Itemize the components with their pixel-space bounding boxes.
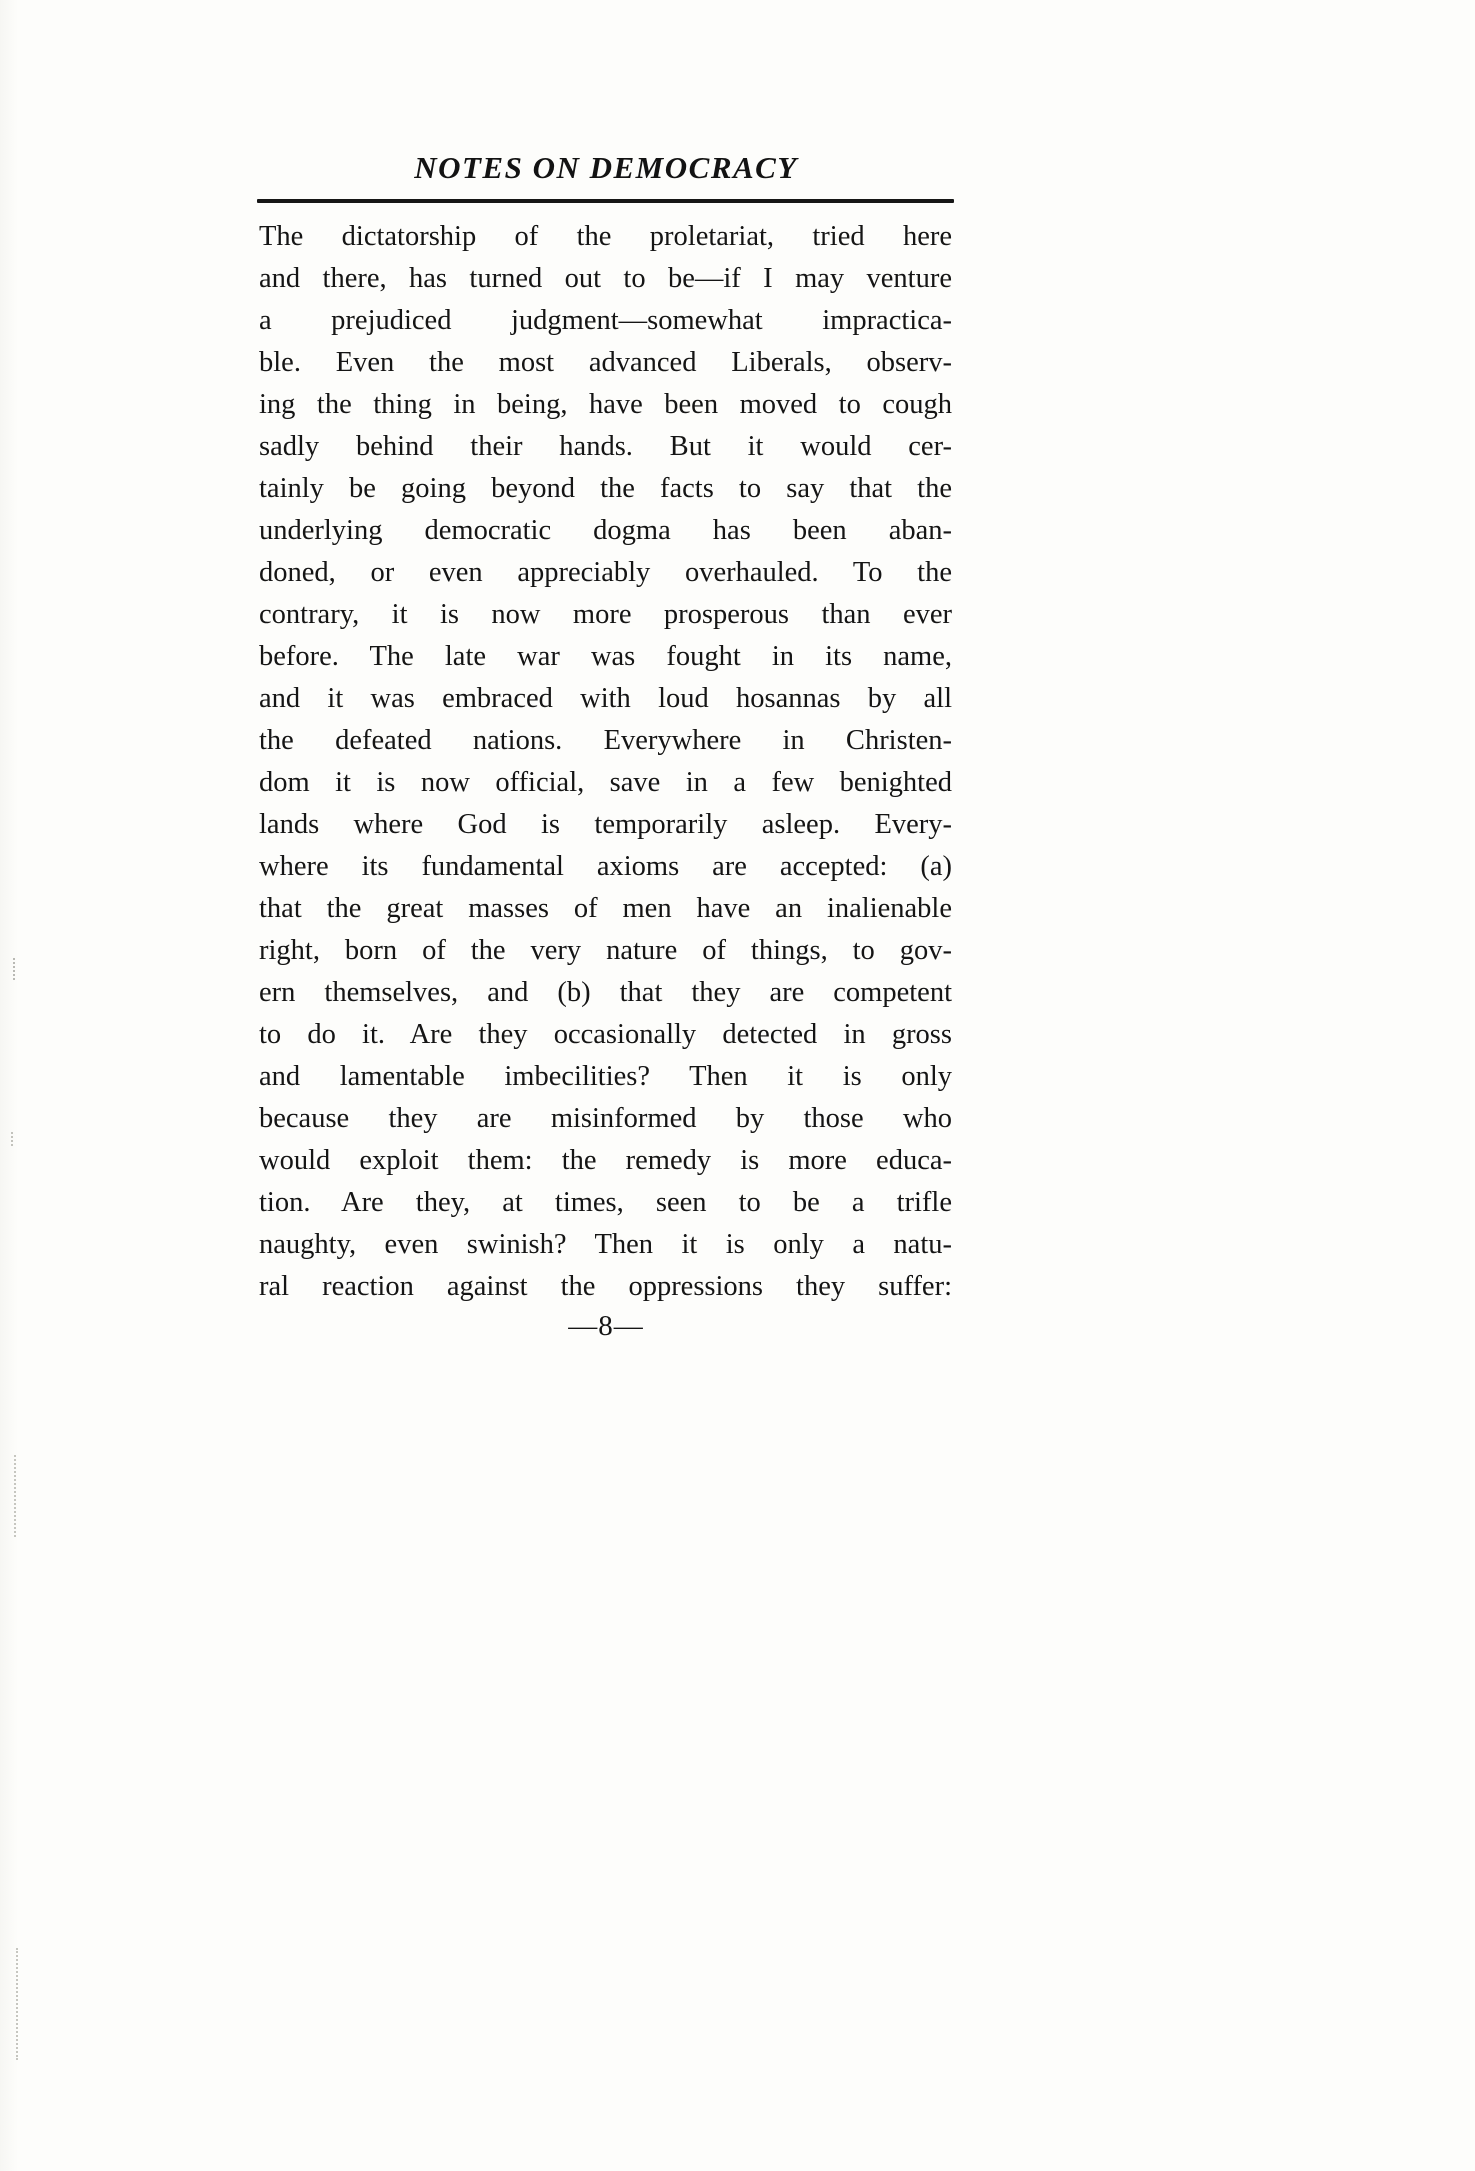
scan-artifact <box>11 1132 13 1146</box>
text-line: and it was embraced with loud hosannas by all <box>259 683 952 714</box>
running-header: NOTES ON DEMOCRACY <box>414 150 798 185</box>
text-line: ral reaction against the oppressions they suffer: <box>259 1271 952 1302</box>
text-line: ing the thing in being, have been moved to cough <box>259 389 952 420</box>
text-line: sadly behind their hands. But it would cer- <box>259 431 952 462</box>
text-line: and lamentable imbecilities? Then it is only <box>259 1061 952 1092</box>
text-line: a prejudiced judgment—somewhat impractica- <box>259 305 952 336</box>
text-line: contrary, it is now more prosperous than ever <box>259 599 952 630</box>
text-line: because they are misinformed by those who <box>259 1103 952 1134</box>
text-line: that the great masses of men have an inalienable <box>259 893 952 924</box>
scan-artifact <box>13 958 15 980</box>
text-line: dom it is now official, save in a few benighted <box>259 767 952 798</box>
text-line: tion. Are they, at times, seen to be a trifle <box>259 1187 952 1218</box>
page-number: —8— <box>568 1310 644 1342</box>
text-line: ern themselves, and (b) that they are competent <box>259 977 952 1008</box>
text-line: naughty, even swinish? Then it is only a natu- <box>259 1229 952 1260</box>
text-line: where its fundamental axioms are accepted: (a) <box>259 851 952 882</box>
text-line: right, born of the very nature of things, to gov- <box>259 935 952 966</box>
text-line: the defeated nations. Everywhere in Christen- <box>259 725 952 756</box>
text-line: lands where God is temporarily asleep. Every- <box>259 809 952 840</box>
text-line: tainly be going beyond the facts to say that the <box>259 473 952 504</box>
body-text <box>259 216 952 1308</box>
scan-artifact <box>16 1948 18 2060</box>
header-rule <box>257 199 954 203</box>
text-line: would exploit them: the remedy is more educa- <box>259 1145 952 1176</box>
text-line: ble. Even the most advanced Liberals, observ- <box>259 347 952 378</box>
text-line: doned, or even appreciably overhauled. To the <box>259 557 952 588</box>
text-line: and there, has turned out to be—if I may venture <box>259 263 952 294</box>
text-line: before. The late war was fought in its name, <box>259 641 952 672</box>
text-line: underlying democratic dogma has been aban- <box>259 515 952 546</box>
text-line: The dictatorship of the proletariat, tried here <box>259 221 952 252</box>
scan-artifact <box>14 1455 16 1537</box>
text-line: to do it. Are they occasionally detected in gross <box>259 1019 952 1050</box>
